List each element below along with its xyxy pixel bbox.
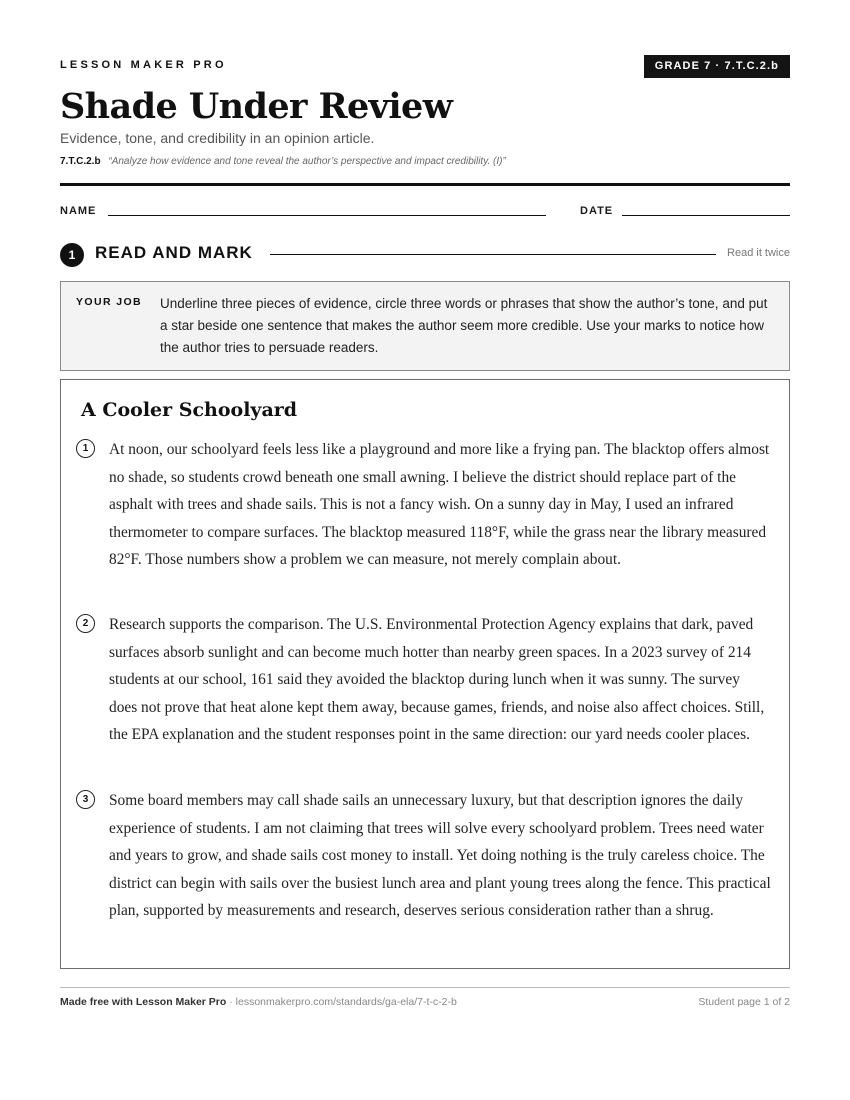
section-heading	[60, 242, 790, 266]
standard-line	[60, 156, 506, 167]
footer-url[interactable]: · lessonmakerpro.com/standards/ga-ela/7-t-c-2-b	[226, 996, 457, 1008]
paragraph-number-badge: 2	[76, 614, 95, 633]
top-bar	[60, 55, 790, 79]
paragraph-number-badge: 3	[76, 790, 95, 809]
date-label: DATE	[580, 205, 614, 217]
standard-text: “Analyze how evidence and tone reveal the author’s perspective and impact credibility. (I)”	[108, 156, 506, 167]
paragraph-text: At noon, our schoolyard feels less like a playground and more like a frying pan. The blacktop offers almost no shade, so students crowd beneath one small awning. I believe the district should replace part of the asphalt with trees and shade sails. This is not a fancy wish. On a sunny day in May, I used an infrared thermometer to compare surfaces. The blacktop measured 118°F, while the grass near the library measured 82°F. Those numbers show a problem we can measure, not merely complain about.	[109, 441, 770, 568]
footer-page-number: Student page 1 of 2	[698, 996, 790, 1008]
name-date-row	[60, 204, 790, 220]
paragraph-text: Some board members may call shade sails an unnecessary luxury, but that description ignores the daily experience of students. I am not claiming that trees will solve every schoolyard problem. Trees need water and years to grow, and shade sails cost money to install. Yet doing nothing is the truly careless choice. The district can begin with sails over the busiest lunch area and plant young trees along the fence. This practical plan, supported by measurements and research, deserves serious consideration rather than a shrug.	[109, 792, 771, 919]
standard-code: 7.T.C.2.b	[60, 156, 101, 167]
article-title: A Cooler Schoolyard	[81, 399, 298, 421]
article-box	[60, 379, 790, 969]
job-instructions-box	[60, 281, 790, 371]
paragraph-number-badge: 1	[76, 439, 95, 458]
paragraph-text: Research supports the comparison. The U.S. Environmental Protection Agency explains that dark, paved surfaces absorb sunlight and can become much hotter than nearby green spaces. In a 2023 survey of 214 students at our school, 161 said they avoided the blacktop during lunch when it was sunny. The survey does not prove that heat alone kept them away, because games, friends, and noise also affect choices. Still, the EPA explanation and the student responses point in the same direction: our yard needs cooler places.	[109, 616, 765, 743]
header-divider	[60, 183, 790, 186]
job-text: Underline three pieces of evidence, circle three words or phrases that show the author’s tone, and put a star beside one sentence that makes the author seem more credible. Use your marks to notice how the author tries to persuade readers.	[160, 296, 768, 355]
page-subtitle: Evidence, tone, and credibility in an opinion article.	[60, 130, 375, 146]
brand-name: LESSON MAKER PRO	[60, 59, 227, 71]
section-note: Read it twice	[727, 247, 790, 259]
date-field[interactable]	[622, 215, 790, 216]
footer-made-with: Made free with Lesson Maker Pro	[60, 996, 227, 1008]
section-divider	[270, 254, 716, 255]
name-label: NAME	[60, 205, 97, 217]
page-title: Shade Under Review	[60, 86, 453, 127]
section-title: READ AND MARK	[95, 243, 253, 262]
page-footer	[60, 987, 790, 1010]
job-label: YOUR JOB	[76, 296, 143, 308]
section-number-badge: 1	[60, 243, 84, 267]
grade-badge: GRADE 7 · 7.T.C.2.b	[644, 55, 790, 78]
name-field[interactable]	[108, 215, 546, 216]
footer-credit	[60, 996, 457, 1008]
